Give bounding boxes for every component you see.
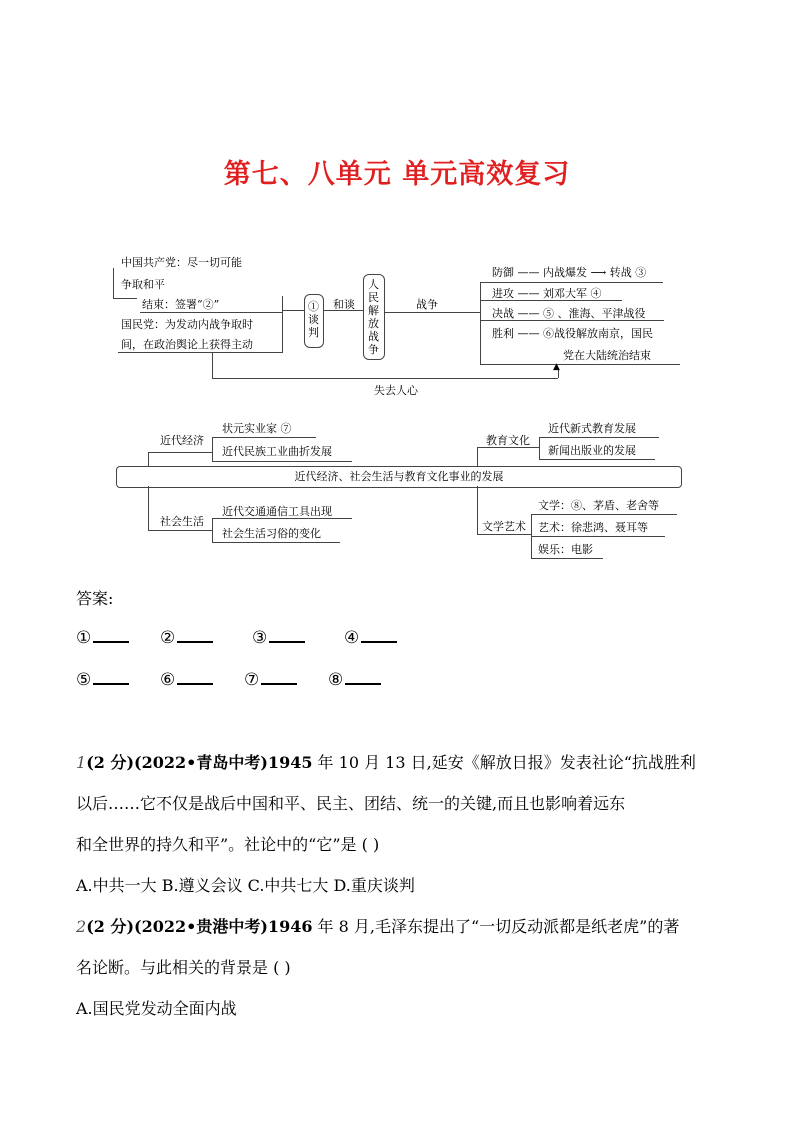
society-label: 社会生活	[160, 515, 204, 528]
kmt-line2: 间，在政治舆论上获得主动	[121, 338, 253, 351]
education-item2: 新闻出版业的发展	[548, 444, 636, 457]
pla-node: 人民解放战争	[368, 278, 379, 356]
answer-blank-1[interactable]: ①	[76, 626, 129, 648]
talks-node: ①谈判	[308, 300, 319, 339]
education-item1: 近代新式教育发展	[548, 422, 636, 435]
economy-label: 近代经济	[160, 434, 204, 447]
peace-talks-label: 和谈	[333, 298, 355, 311]
page-title: 第七、八单元 单元高效复习	[223, 159, 571, 190]
society-item2: 社会生活习俗的变化	[222, 527, 321, 540]
lost-support-label: 失去人心	[374, 384, 418, 397]
decisive-line: 决战 —— ⑤ 、淮海、平津战役	[492, 307, 646, 320]
answer-blank-7[interactable]: ⑦	[244, 668, 297, 690]
literature-label: 文学艺术	[482, 520, 526, 533]
answer-blank-5[interactable]: ⑤	[76, 668, 129, 690]
cpc-line2: 争取和平	[121, 278, 165, 291]
kmt-line1: 国民党：为发动内战争取时	[121, 318, 253, 331]
center-label: 近代经济、社会生活与教育文化事业的发展	[294, 470, 504, 483]
society-item1: 近代交通通信工具出现	[222, 505, 332, 518]
answer-blank-4[interactable]: ④	[344, 626, 397, 648]
economy-item1: 状元实业家 ⑦	[222, 422, 292, 435]
economy-item2: 近代民族工业曲折发展	[222, 445, 332, 458]
defense-line: 防御 —— 内战爆发 ⟶ 转战 ③	[492, 266, 647, 279]
education-label: 教育文化	[486, 434, 530, 447]
war-label: 战争	[416, 298, 438, 311]
question-1-line1: 1(2 分)(2022•青岛中考)1945 年 10 月 13 日,延安《解放日报》发表社论“抗战胜利	[76, 753, 696, 772]
question-1-line3: 和全世界的持久和平”。社论中的“它”是 ( )	[76, 835, 380, 854]
question-1-line2: 以后……它不仅是战后中国和平、民主、团结、统一的关键,而且也影响着远东	[76, 794, 626, 813]
offense-line: 进攻 —— 刘邓大军 ④	[492, 287, 602, 300]
literature-item3: 娱乐：电影	[538, 543, 593, 556]
arrow-up-icon: ▲	[553, 362, 560, 372]
answer-blank-3[interactable]: ③	[252, 626, 305, 648]
answer-blank-2[interactable]: ②	[160, 626, 213, 648]
talks-result: 结束：签署“②”	[142, 298, 220, 311]
answer-blank-6[interactable]: ⑥	[160, 668, 213, 690]
literature-item2: 艺术：徐悲鸿、聂耳等	[538, 521, 648, 534]
literature-item1: 文学：⑧、茅盾、老舍等	[538, 499, 659, 512]
cpc-line1: 中国共产党：尽一切可能	[121, 256, 242, 269]
answer-blank-8[interactable]: ⑧	[328, 668, 381, 690]
question-2-line1: 2(2 分)(2022•贵港中考)1946 年 8 月,毛泽东提出了“一切反动派都是纸老虎”的著	[76, 917, 680, 936]
answers-label: 答案:	[76, 589, 114, 608]
question-2-option-a[interactable]: A.国民党发动全面内战	[76, 999, 237, 1018]
question-1-options[interactable]: A.中共一大 B.遵义会议 C.中共七大 D.重庆谈判	[76, 876, 415, 895]
victory-line1: 胜利 —— ⑥战役解放南京，国民	[492, 327, 653, 340]
victory-line2: 党在大陆统治结束	[563, 349, 651, 362]
question-2-line2: 名论断。与此相关的背景是 ( )	[76, 958, 291, 977]
